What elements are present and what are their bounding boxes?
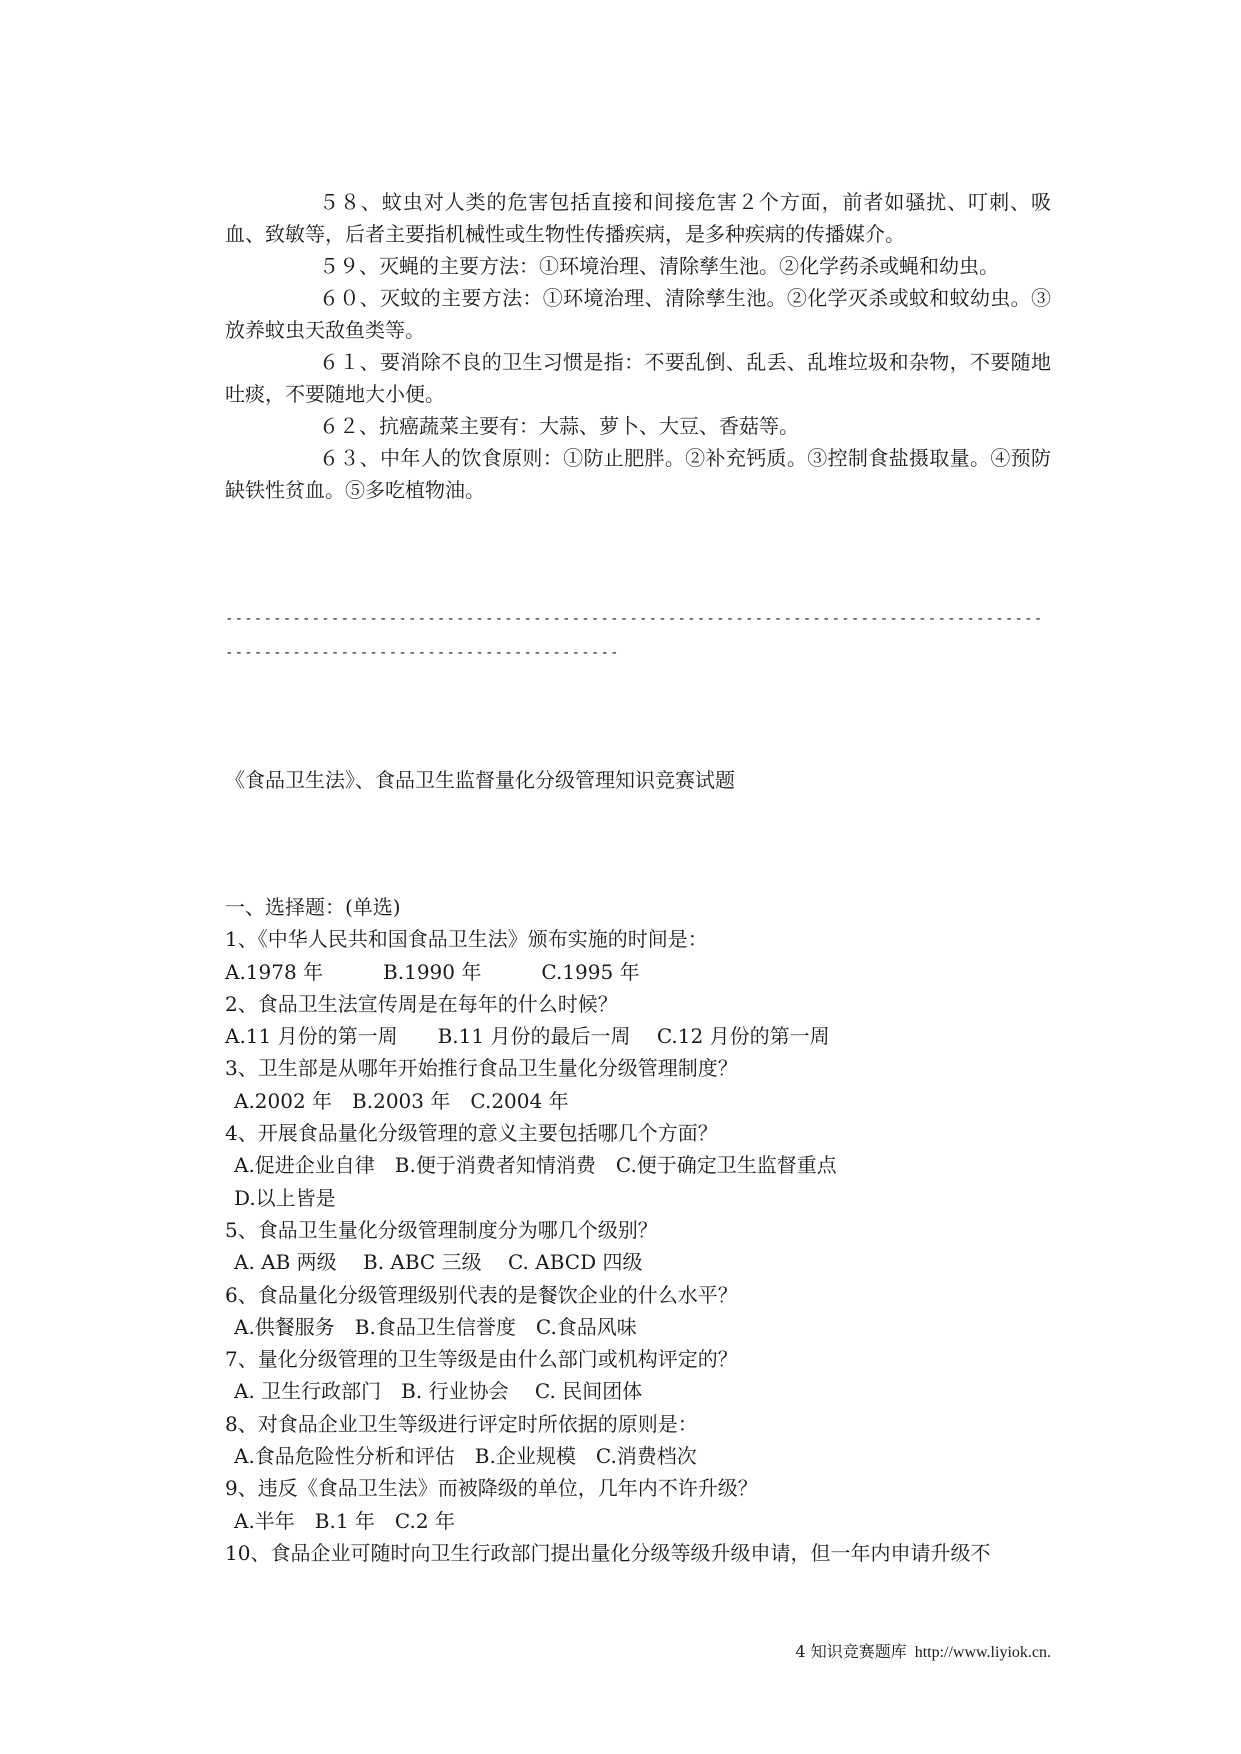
quiz-title: 《食品卫生法》、食品卫生监督量化分级管理知识竞赛试题 — [225, 768, 735, 792]
question-2: 2、食品卫生法宣传周是在每年的什么时候？ — [225, 991, 618, 1016]
page-footer — [795, 1640, 1051, 1665]
question-7: 7、量化分级管理的卫生等级是由什么部门或机构评定的？ — [225, 1347, 738, 1372]
question-2-options: A.11 月份的第一周 B.11 月份的最后一周 C.12 月份的第一周 — [225, 1024, 830, 1049]
dashed-separator: ------------------------------------------------------------------------------------------------------------------------------ — [225, 611, 1044, 661]
question-3: 3、卫生部是从哪年开始推行食品卫生量化分级管理制度？ — [225, 1056, 738, 1081]
health-knowledge-section — [225, 186, 1051, 506]
question-7-options: A. 卫生行政部门 B. 行业协会 C. 民间团体 — [234, 1379, 643, 1404]
item-60: ６０、灭蚊的主要方法：①环境治理、清除孳生池。②化学灭杀或蚊和蚊幼虫。③放养蚊虫天敌鱼类等。 — [225, 286, 1051, 342]
item-61: ６１、要消除不良的卫生习惯是指：不要乱倒、乱丢、乱堆垃圾和杂物，不要随地吐痰，不要随地大小便。 — [225, 350, 1051, 406]
quiz-section — [225, 891, 1051, 1569]
question-10: 10、食品企业可随时向卫生行政部门提出量化分级等级升级申请，但一年内申请升级不 — [225, 1540, 991, 1565]
question-4: 4、开展食品量化分级管理的意义主要包括哪几个方面？ — [225, 1121, 718, 1146]
question-8: 8、对食品企业卫生等级进行评定时所依据的原则是： — [225, 1411, 698, 1436]
question-6: 6、食品量化分级管理级别代表的是餐饮企业的什么水平？ — [225, 1282, 738, 1307]
question-5-options: A. AB 两级 B. ABC 三级 C. ABCD 四级 — [234, 1250, 643, 1275]
question-4-options: A.促进企业自律 B.便于消费者知情消费 C.便于确定卫生监督重点 — [234, 1153, 837, 1178]
question-9: 9、违反《食品卫生法》而被降级的单位，几年内不许升级？ — [225, 1476, 758, 1501]
question-1-options: A.1978 年 B.1990 年 C.1995 年 — [225, 959, 640, 984]
item-62: ６２、抗癌蔬菜主要有：大蒜、萝卜、大豆、香菇等。 — [319, 414, 799, 438]
question-3-options: A.2002 年 B.2003 年 C.2004 年 — [234, 1088, 569, 1113]
footer-url: http://www.liyiok.cn. — [914, 1644, 1051, 1661]
question-5: 5、食品卫生量化分级管理制度分为哪几个级别？ — [225, 1217, 658, 1242]
item-63: ６３、中年人的饮食原则：①防止肥胖。②补充钙质。③控制食盐摄取量。④预防缺铁性贫血。⑤多吃植物油。 — [225, 446, 1051, 502]
item-59: ５９、灭蝇的主要方法：①环境治理、清除孳生池。②化学药杀或蝇和幼虫。 — [319, 254, 999, 278]
question-6-options: A.供餐服务 B.食品卫生信誉度 C.食品风味 — [234, 1314, 637, 1339]
item-58: ５８、蚊虫对人类的危害包括直接和间接危害２个方面，前者如骚扰、叮刺、吸血、致敏等，后者主要指机械性或生物性传播疾病，是多种疾病的传播媒介。 — [225, 190, 1051, 246]
question-4-options-continued: D.以上皆是 — [234, 1185, 336, 1210]
question-1: 1、《中华人民共和国食品卫生法》颁布实施的时间是： — [225, 927, 708, 952]
footer-label: 4 知识竞赛题库 — [795, 1642, 907, 1661]
question-9-options: A.半年 B.1 年 C.2 年 — [234, 1508, 455, 1533]
question-8-options: A.食品危险性分析和评估 B.企业规模 C.消费档次 — [234, 1444, 697, 1469]
section-heading: 一、选择题：(单选) — [225, 895, 401, 919]
